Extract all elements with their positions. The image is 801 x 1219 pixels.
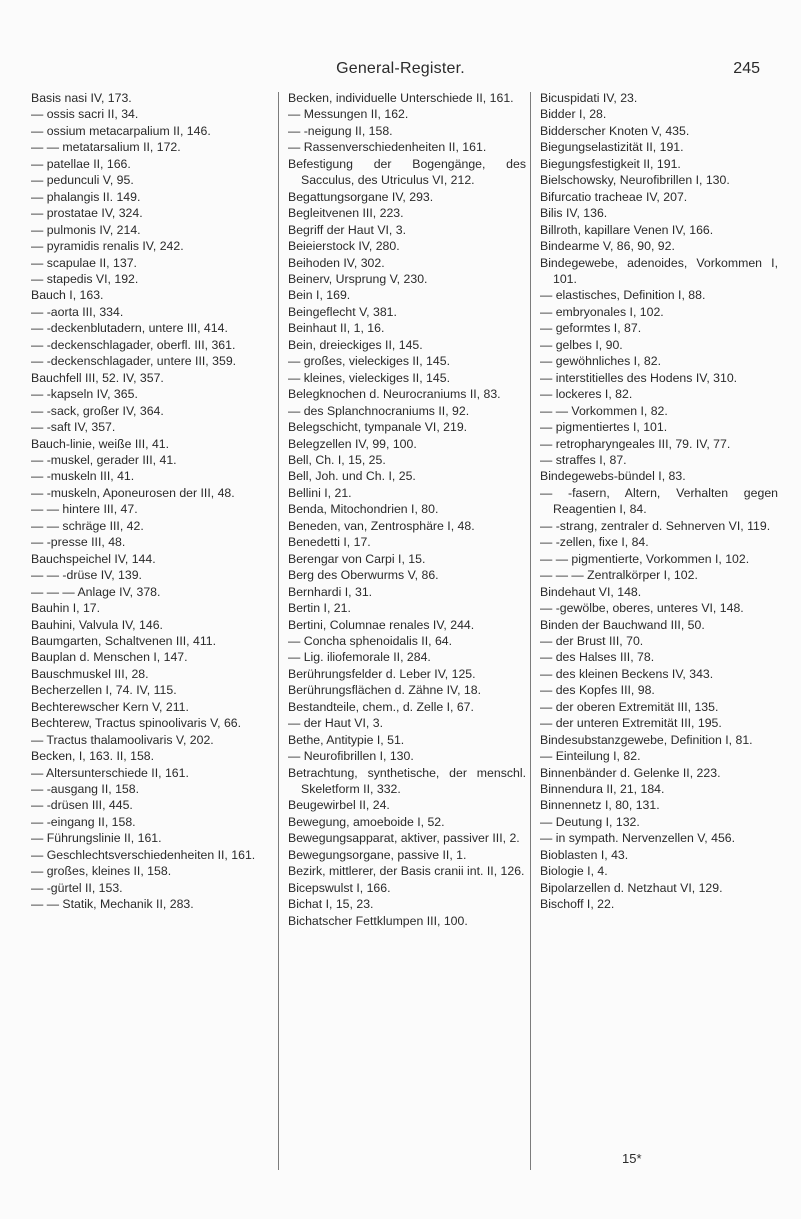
index-entry: Bindegewebe, adenoides, Vorkommen I, 101. bbox=[540, 255, 782, 286]
index-entry: — gewöhnliches I, 82. bbox=[540, 354, 661, 369]
index-entry: — -deckenschlagader, untere III, 359. bbox=[31, 354, 237, 369]
index-entry: — embryonales I, 102. bbox=[540, 304, 664, 319]
index-entry: — -neigung II, 158. bbox=[288, 123, 393, 138]
index-entry: Belegschicht, tympanale VI, 219. bbox=[288, 420, 468, 435]
index-entry: Bielschowsky, Neurofibrillen I, 130. bbox=[540, 173, 730, 188]
index-entry: Bertini, Columnae renales IV, 244. bbox=[288, 617, 475, 632]
index-entry: Baumgarten, Schaltvenen III, 411. bbox=[31, 633, 217, 648]
index-entry: — der Brust III, 70. bbox=[540, 633, 644, 648]
index-entry: — pyramidis renalis IV, 242. bbox=[31, 239, 184, 254]
index-entry: Begleitvenen III, 223. bbox=[288, 206, 404, 221]
index-entry: Bicepswulst I, 166. bbox=[288, 880, 391, 895]
index-entry: Bischoff I, 22. bbox=[540, 897, 615, 912]
index-entry: — -sack, großer IV, 364. bbox=[31, 403, 164, 418]
index-entry: — Führungslinie II, 161. bbox=[31, 831, 162, 846]
index-entry: Beinhaut II, 1, 16. bbox=[288, 321, 385, 336]
index-entry: — Rassenverschiedenheiten II, 161. bbox=[288, 140, 487, 155]
index-entry: — Neurofibrillen I, 130. bbox=[288, 749, 414, 764]
index-entry: — -strang, zentraler d. Sehnerven VI, 119. bbox=[540, 518, 771, 533]
index-entry: — geformtes I, 87. bbox=[540, 321, 642, 336]
index-entry: — Tractus thalamoolivaris V, 202. bbox=[31, 732, 214, 747]
index-entry: — -fasern, Altern, Verhalten gegen Reagentien I, 84. bbox=[540, 485, 782, 517]
index-entry: — -gürtel II, 153. bbox=[31, 880, 123, 895]
index-entry: Becken, individuelle Unterschiede II, 161. bbox=[288, 91, 514, 105]
index-entry: Becken, I, 163. II, 158. bbox=[31, 749, 155, 764]
index-entry: — straffes I, 87. bbox=[540, 452, 627, 467]
index-entry: — -deckenblutadern, untere III, 414. bbox=[31, 321, 228, 336]
index-entry: Befestigung der Bogengänge, des Sacculus, des Utriculus VI, 212. bbox=[288, 156, 530, 188]
index-entry: Bilis IV, 136. bbox=[540, 206, 608, 221]
index-entry: — lockeres I, 82. bbox=[540, 387, 633, 402]
index-entry: Bindesubstanzgewebe, Definition I, 81. bbox=[540, 732, 753, 747]
index-entry: Basis nasi IV, 173. bbox=[31, 91, 132, 105]
index-entry: Bidderscher Knoten V, 435. bbox=[540, 123, 690, 138]
index-column-3 bbox=[540, 90, 782, 913]
index-entry: Bechterew, Tractus spinoolivaris V, 66. bbox=[31, 716, 242, 731]
index-entry: — der unteren Extremität III, 195. bbox=[540, 716, 722, 731]
index-entry: — -aorta III, 334. bbox=[31, 304, 124, 319]
index-entry: — — — Zentralkörper I, 102. bbox=[540, 568, 698, 583]
index-entry: — des kleinen Beckens IV, 343. bbox=[540, 666, 714, 681]
index-entry: Benda, Mitochondrien I, 80. bbox=[288, 502, 439, 517]
index-entry: Bauch I, 163. bbox=[31, 288, 104, 303]
index-entry: Beinerv, Ursprung V, 230. bbox=[288, 271, 428, 286]
index-column-1 bbox=[31, 90, 269, 913]
index-entry: — Einteilung I, 82. bbox=[540, 749, 641, 764]
index-entry: — — Vorkommen I, 82. bbox=[540, 403, 668, 418]
index-entry: — — schräge III, 42. bbox=[31, 518, 144, 533]
index-entry: — — hintere III, 47. bbox=[31, 502, 138, 517]
index-entry: — Concha sphenoidalis II, 64. bbox=[288, 633, 453, 648]
index-entry: Bipolarzellen d. Netzhaut VI, 129. bbox=[540, 880, 723, 895]
index-entry: — des Kopfes III, 98. bbox=[540, 683, 655, 698]
index-entry: Bauschmuskel III, 28. bbox=[31, 666, 149, 681]
index-entry: — großes, kleines II, 158. bbox=[31, 864, 172, 879]
index-entry: Bezirk, mittlerer, der Basis cranii int. II, 126. bbox=[288, 864, 525, 879]
index-entry: Bidder I, 28. bbox=[540, 107, 607, 122]
index-entry: Bestandteile, chem., d. Zelle I, 67. bbox=[288, 699, 474, 714]
index-entry: — stapedis VI, 192. bbox=[31, 271, 139, 286]
index-entry: Binden der Bauchwand III, 50. bbox=[540, 617, 705, 632]
index-entry: Berührungsfelder d. Leber IV, 125. bbox=[288, 666, 476, 681]
index-entry: Bein I, 169. bbox=[288, 288, 351, 303]
index-entry: Beingeflecht V, 381. bbox=[288, 304, 397, 319]
index-entry: — Lig. iliofemorale II, 284. bbox=[288, 650, 431, 665]
index-entry: — -zellen, fixe I, 84. bbox=[540, 535, 649, 550]
index-entry: Binnenbänder d. Gelenke II, 223. bbox=[540, 765, 721, 780]
index-entry: Biologie I, 4. bbox=[540, 864, 608, 879]
column-divider bbox=[278, 92, 279, 1170]
index-entry: Bauchspeichel IV, 144. bbox=[31, 551, 156, 566]
index-entry: — ossis sacri II, 34. bbox=[31, 107, 139, 122]
index-entry: Belegknochen d. Neurocraniums II, 83. bbox=[288, 387, 501, 402]
index-entry: — -ausgang II, 158. bbox=[31, 782, 140, 797]
index-entry: Bechterewscher Kern V, 211. bbox=[31, 699, 189, 714]
index-entry: Begriff der Haut VI, 3. bbox=[288, 222, 407, 237]
index-entry: — scapulae II, 137. bbox=[31, 255, 137, 270]
index-entry: — pedunculi V, 95. bbox=[31, 173, 134, 188]
index-entry: Bertin I, 21. bbox=[288, 601, 351, 616]
index-entry: — Deutung I, 132. bbox=[540, 814, 640, 829]
index-entry: Bicuspidati IV, 23. bbox=[540, 91, 638, 105]
index-entry: Bewegungsapparat, aktiver, passiver III, 2. bbox=[288, 831, 520, 846]
index-entry: Bichat I, 15, 23. bbox=[288, 897, 374, 912]
index-entry: Bindegewebs-bündel I, 83. bbox=[540, 469, 686, 484]
index-entry: — — pigmentierte, Vorkommen I, 102. bbox=[540, 551, 750, 566]
index-entry: Biegungsfestigkeit II, 191. bbox=[540, 156, 681, 171]
index-entry: — -eingang II, 158. bbox=[31, 814, 136, 829]
index-entry: Beihoden IV, 302. bbox=[288, 255, 385, 270]
index-entry: Bellini I, 21. bbox=[288, 485, 352, 500]
index-entry: — der Haut VI, 3. bbox=[288, 716, 384, 731]
index-entry: Bindearme V, 86, 90, 92. bbox=[540, 239, 675, 254]
index-entry: Beugewirbel II, 24. bbox=[288, 798, 390, 813]
index-entry: Belegzellen IV, 99, 100. bbox=[288, 436, 417, 451]
index-entry: Berührungsflächen d. Zähne IV, 18. bbox=[288, 683, 482, 698]
index-entry: — -muskeln III, 41. bbox=[31, 469, 135, 484]
index-entry: — pigmentiertes I, 101. bbox=[540, 420, 668, 435]
index-entry: — phalangis II. 149. bbox=[31, 189, 141, 204]
index-entry: — — Statik, Mechanik II, 283. bbox=[31, 897, 194, 912]
column-divider bbox=[530, 92, 531, 1170]
index-entry: Bauhin I, 17. bbox=[31, 601, 101, 616]
index-entry: — — metatarsalium II, 172. bbox=[31, 140, 181, 155]
index-entry: Bauplan d. Menschen I, 147. bbox=[31, 650, 188, 665]
index-entry: — Messungen II, 162. bbox=[288, 107, 409, 122]
index-entry: — prostatae IV, 324. bbox=[31, 206, 143, 221]
index-entry: — -muskeln, Aponeurosen der III, 48. bbox=[31, 485, 235, 500]
index-entry: Benedetti I, 17. bbox=[288, 535, 371, 550]
index-entry: Begattungsorgane IV, 293. bbox=[288, 189, 434, 204]
index-entry: — in sympath. Nervenzellen V, 456. bbox=[540, 831, 736, 846]
index-entry: — -kapseln IV, 365. bbox=[31, 387, 138, 402]
index-entry: — -muskel, gerader III, 41. bbox=[31, 452, 177, 467]
index-entry: Bauch-linie, weiße III, 41. bbox=[31, 436, 170, 451]
index-entry: — -presse III, 48. bbox=[31, 535, 126, 550]
index-entry: — pulmonis IV, 214. bbox=[31, 222, 141, 237]
index-entry: — — -drüse IV, 139. bbox=[31, 568, 142, 583]
index-entry: Binnennetz I, 80, 131. bbox=[540, 798, 660, 813]
index-entry: — retropharyngeales III, 79. IV, 77. bbox=[540, 436, 731, 451]
index-entry: — Altersunterschiede II, 161. bbox=[31, 765, 189, 780]
index-entry: Beieierstock IV, 280. bbox=[288, 239, 400, 254]
index-entry: Bell, Joh. und Ch. I, 25. bbox=[288, 469, 416, 484]
index-entry: Berengar von Carpi I, 15. bbox=[288, 551, 426, 566]
index-entry: Bindehaut VI, 148. bbox=[540, 584, 642, 599]
index-entry: Bewegung, amoeboide I, 52. bbox=[288, 814, 445, 829]
index-entry: — großes, vieleckiges II, 145. bbox=[288, 354, 450, 369]
index-entry: Bichatscher Fettklumpen III, 100. bbox=[288, 913, 468, 928]
page-signature: 15* bbox=[622, 1151, 642, 1166]
index-entry: Bein, dreieckiges II, 145. bbox=[288, 337, 423, 352]
index-entry: Bauhini, Valvula IV, 146. bbox=[31, 617, 163, 632]
index-entry: Bauchfell III, 52. IV, 357. bbox=[31, 370, 164, 385]
index-entry: — Geschlechtsverschiedenheiten II, 161. bbox=[31, 847, 256, 862]
index-entry: Bernhardi I, 31. bbox=[288, 584, 373, 599]
index-entry: — ossium metacarpalium II, 146. bbox=[31, 123, 211, 138]
index-entry: — elastisches, Definition I, 88. bbox=[540, 288, 706, 303]
index-entry: Binnendura II, 21, 184. bbox=[540, 782, 665, 797]
index-entry: Bewegungsorgane, passive II, 1. bbox=[288, 847, 467, 862]
index-entry: Becherzellen I, 74. IV, 115. bbox=[31, 683, 177, 698]
index-entry: — interstitielles des Hodens IV, 310. bbox=[540, 370, 738, 385]
index-entry: — -drüsen III, 445. bbox=[31, 798, 133, 813]
index-entry: Biegungselastizität II, 191. bbox=[540, 140, 684, 155]
index-entry: Billroth, kapillare Venen IV, 166. bbox=[540, 222, 714, 237]
index-column-2 bbox=[288, 90, 530, 929]
index-entry: — der oberen Extremität III, 135. bbox=[540, 699, 719, 714]
index-entry: — -gewölbe, oberes, unteres VI, 148. bbox=[540, 601, 744, 616]
index-entry: — des Splanchnocraniums II, 92. bbox=[288, 403, 470, 418]
page-number: 245 bbox=[733, 60, 760, 77]
index-entry: — — — Anlage IV, 378. bbox=[31, 584, 161, 599]
index-entry: — -saft IV, 357. bbox=[31, 420, 116, 435]
index-entry: Bell, Ch. I, 15, 25. bbox=[288, 452, 386, 467]
index-entry: — des Halses III, 78. bbox=[540, 650, 655, 665]
index-entry: Betrachtung, synthetische, der menschl. Skeletform II, 332. bbox=[288, 765, 530, 797]
running-header-title: General-Register. bbox=[336, 60, 465, 77]
index-entry: Bifurcatio tracheae IV, 207. bbox=[540, 189, 688, 204]
index-entry: — -deckenschlagader, oberfl. III, 361. bbox=[31, 337, 236, 352]
index-entry: Beneden, van, Zentrosphäre I, 48. bbox=[288, 518, 475, 533]
index-entry: — gelbes I, 90. bbox=[540, 337, 623, 352]
index-entry: Bioblasten I, 43. bbox=[540, 847, 629, 862]
index-entry: Bethe, Antitypie I, 51. bbox=[288, 732, 405, 747]
index-entry: — kleines, vieleckiges II, 145. bbox=[288, 370, 450, 385]
index-entry: — patellae II, 166. bbox=[31, 156, 131, 171]
index-entry: Berg des Oberwurms V, 86. bbox=[288, 568, 439, 583]
